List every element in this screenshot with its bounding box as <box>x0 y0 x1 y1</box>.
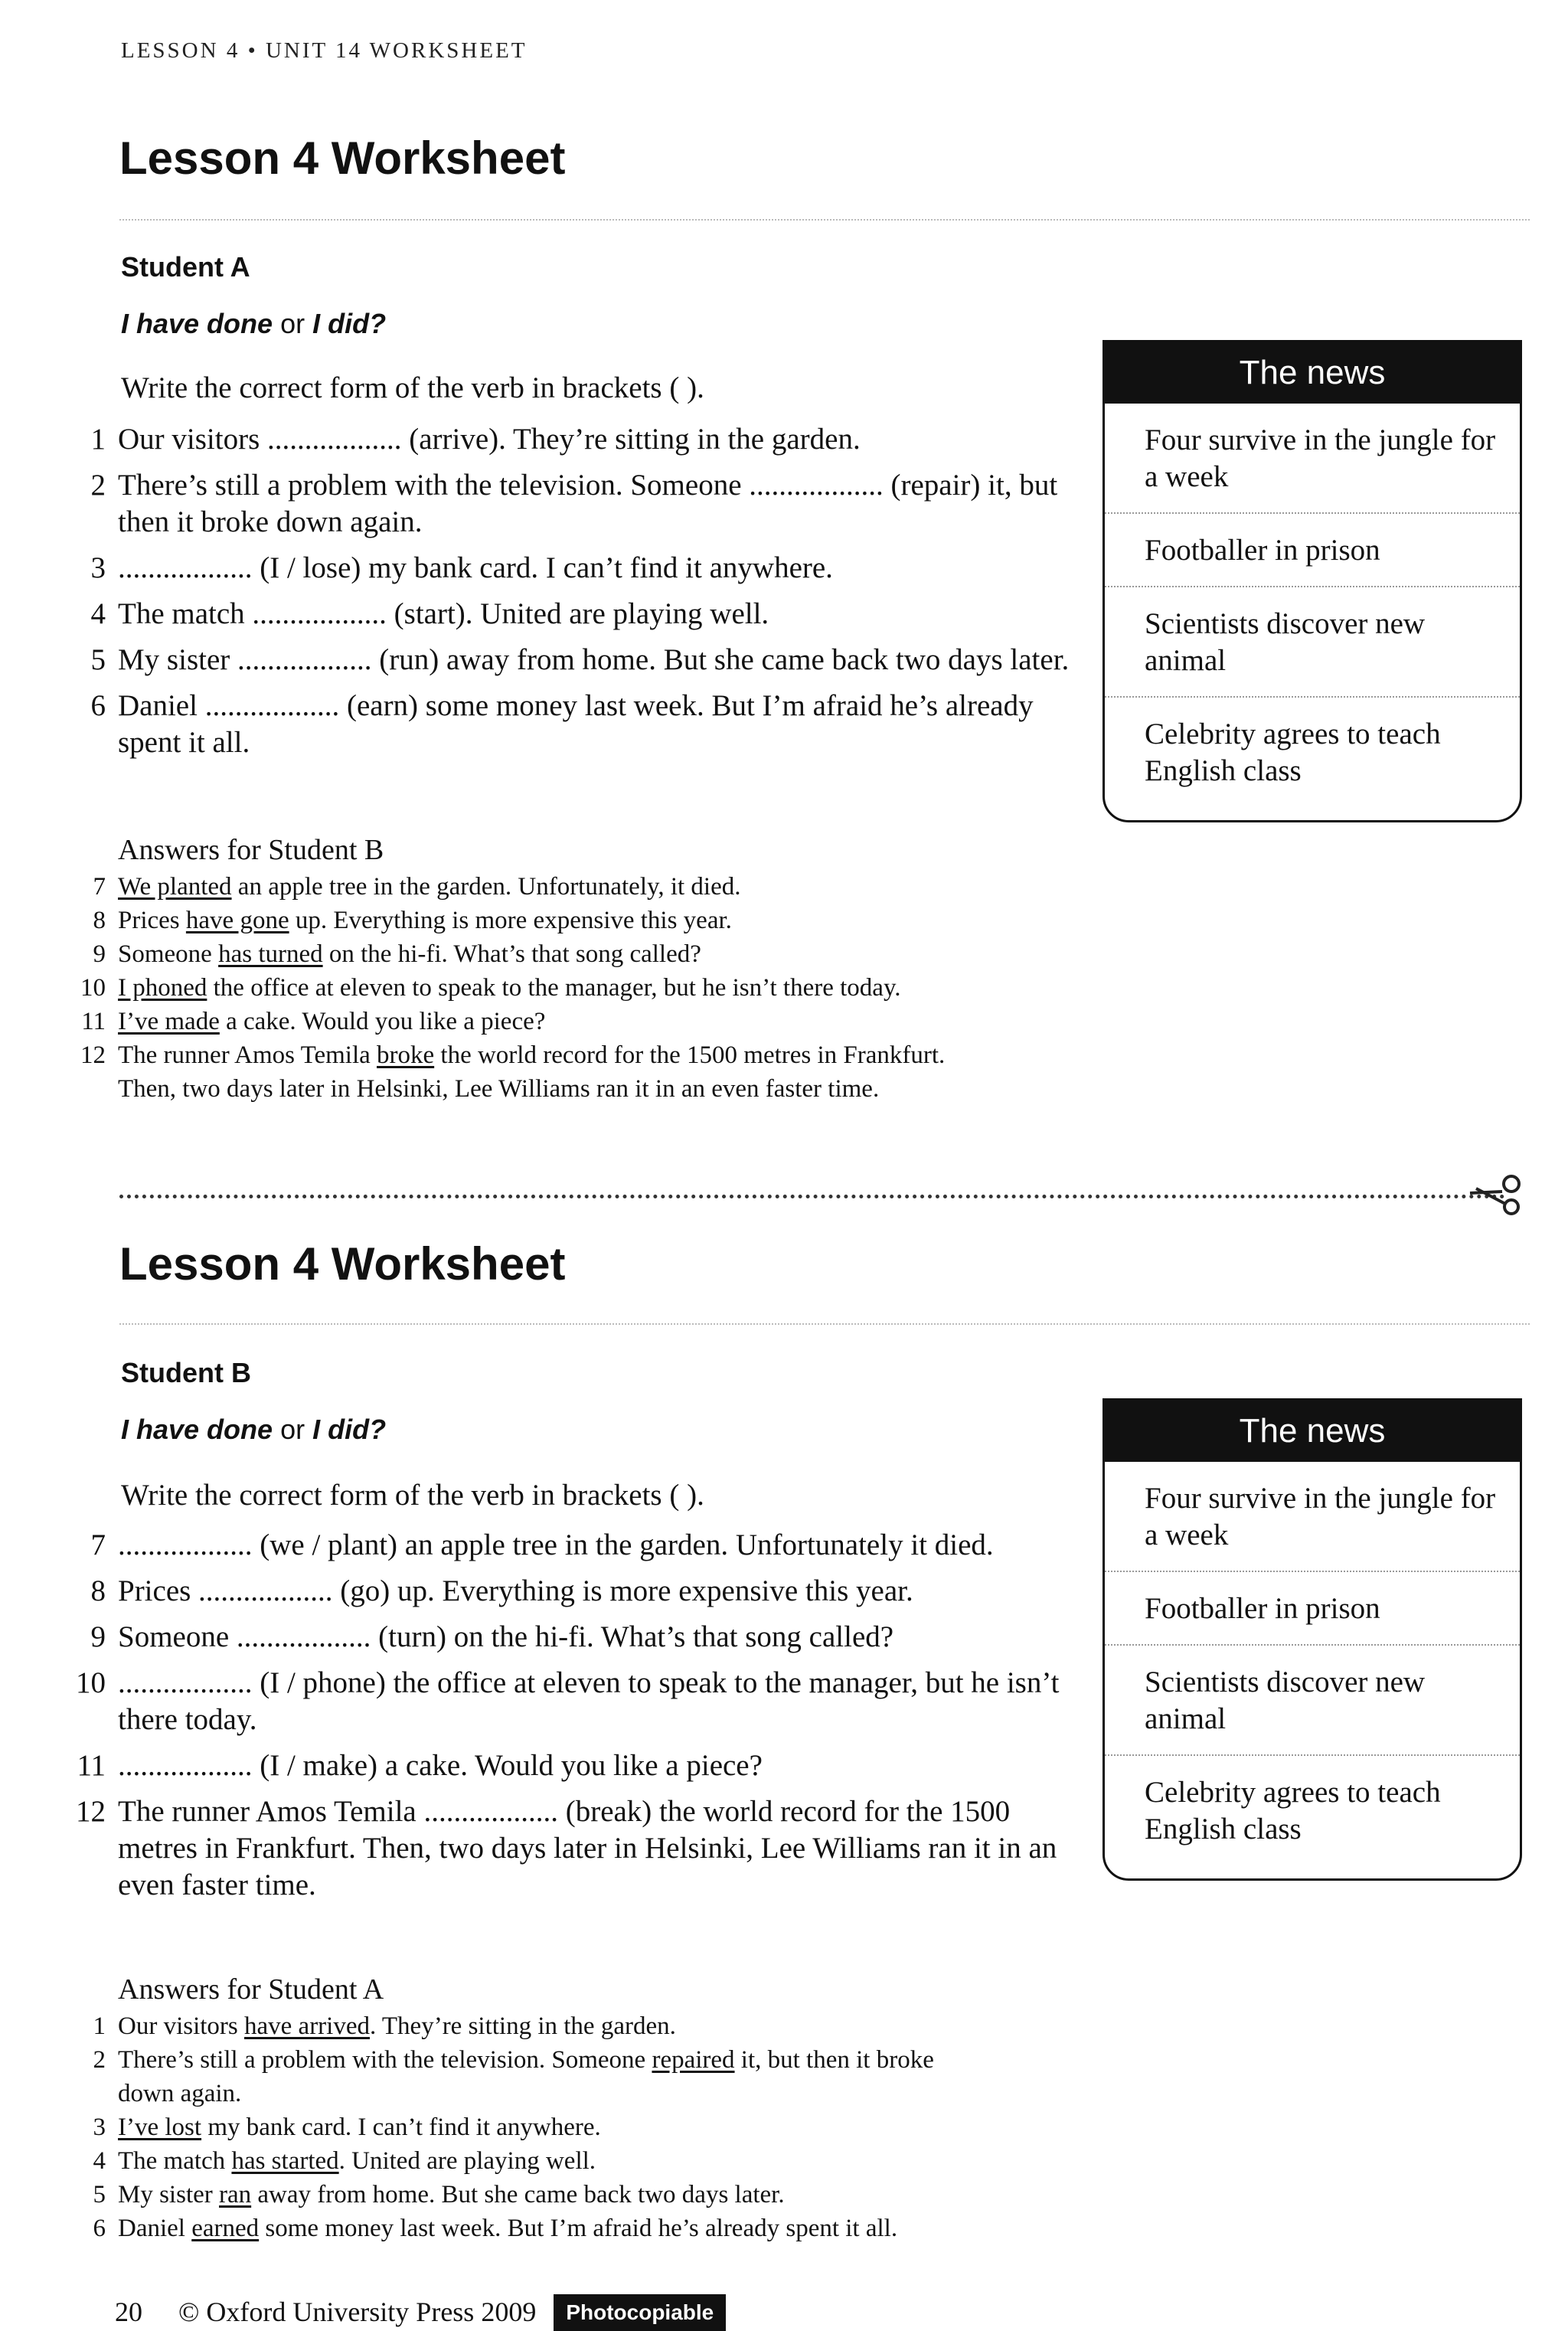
answers-heading: Answers for Student A <box>118 1973 384 2006</box>
question-item: 1 Our visitors .................. (arrive). They’re sitting in the garden. <box>90 423 861 456</box>
answer-item: 12 The runner Amos Temila broke the world record for the 1500 metres in Frankfurt. Then, two days later in Helsinki, Lee Williams ran it in an even faster time. <box>80 1041 946 1103</box>
answer-item: 10 I phoned the office at eleven to speak to the manager, but he isn’t there today. <box>80 974 901 1002</box>
answers-heading: Answers for Student B <box>118 834 384 866</box>
news-headline: Footballer in prison <box>1105 1572 1520 1646</box>
question-item: 10 .................. (I / phone) the office at eleven to speak to the manager, but he isn’t there today. <box>76 1666 1060 1736</box>
photocopiable-badge: Photocopiable <box>554 2294 726 2331</box>
question-item: 8 Prices .................. (go) up. Everything is more expensive this year. <box>90 1574 913 1607</box>
news-headline: Scientists discover new animal <box>1105 587 1520 698</box>
answer-item: 5 My sister ran away from home. But she came back two days later. <box>93 2181 785 2208</box>
instruction-b: Write the correct form of the verb in brackets ( ). <box>121 1479 704 1512</box>
answer-item: 1 Our visitors have arrived. They’re sitting in the garden. <box>93 2012 676 2040</box>
answer-item: 7 We planted an apple tree in the garden. Unfortunately, it died. <box>93 873 741 901</box>
running-head: LESSON 4 • UNIT 14 WORKSHEET <box>121 38 528 63</box>
answer-item: 9 Someone has turned on the hi-fi. What’s that song called? <box>93 940 701 968</box>
instruction-a: Write the correct form of the verb in brackets ( ). <box>121 371 704 404</box>
exercise-subtitle-a: I have done or I did? <box>121 308 387 339</box>
scissors-icon <box>1468 1170 1524 1216</box>
news-headline: Four survive in the jungle for a week <box>1105 404 1520 514</box>
question-item: 2 There’s still a problem with the television. Someone .................. (repair) it, but then it broke down again. <box>90 469 1058 538</box>
answer-list-a <box>0 1971 995 2245</box>
exercise-subtitle-b: I have done or I did? <box>121 1414 387 1445</box>
question-item: 12 The runner Amos Temila .................. (break) the world record for the 1500 metres in Frankfurt. Then, two days later in Helsinki, Lee Williams ran it in an even faster time. <box>76 1795 1057 1901</box>
question-item: 9 Someone .................. (turn) on the hi-fi. What’s that song called? <box>90 1620 894 1653</box>
news-box-heading: The news <box>1105 342 1520 404</box>
question-item: 11 .................. (I / make) a cake. Would you like a piece? <box>77 1749 763 1782</box>
answer-item: 6 Daniel earned some money last week. But I’m afraid he’s already spent it all. <box>93 2215 898 2242</box>
news-box-b <box>1102 1398 1522 1881</box>
worksheet-title-b: Lesson 4 Worksheet <box>119 1238 566 1290</box>
question-item: 7 .................. (we / plant) an apple tree in the garden. Unfortunately it died. <box>90 1528 994 1561</box>
student-label-b: Student B <box>121 1357 251 1388</box>
answer-item: 4 The match has started. United are playing well. <box>93 2147 596 2175</box>
worksheet-title-a: Lesson 4 Worksheet <box>119 132 566 184</box>
answer-item: 2 There’s still a problem with the television. Someone repaired it, but then it broke down again. <box>93 2046 934 2107</box>
answer-list-b <box>0 832 995 1106</box>
title-divider-a <box>119 219 1530 221</box>
question-item: 5 My sister .................. (run) away from home. But she came back two days later. <box>90 643 1070 676</box>
question-item: 4 The match .................. (start). United are playing well. <box>90 597 769 630</box>
page-number: 20 <box>115 2297 142 2327</box>
student-label-a: Student A <box>121 251 250 283</box>
answer-item: 8 Prices have gone up. Everything is more expensive this year. <box>93 907 732 934</box>
news-headline: Celebrity agrees to teach English class <box>1145 1776 1441 1846</box>
news-headline: Four survive in the jungle for a week <box>1105 1462 1520 1572</box>
answer-item: 11 I’ve made a cake. Would you like a piece? <box>81 1008 546 1035</box>
title-divider-b <box>119 1323 1530 1325</box>
question-list-a <box>0 421 1072 770</box>
news-headline: Scientists discover new animal <box>1105 1646 1520 1756</box>
page-footer <box>115 2294 726 2331</box>
answer-item: 3 I’ve lost my bank card. I can’t find it anywhere. <box>93 2114 601 2141</box>
news-headline: Footballer in prison <box>1105 514 1520 587</box>
copyright-text: © Oxford University Press 2009 <box>178 2297 537 2327</box>
cut-line <box>119 1195 1505 1198</box>
news-box-heading: The news <box>1105 1401 1520 1462</box>
news-headline: Celebrity agrees to teach English class <box>1145 718 1441 787</box>
question-item: 3 .................. (I / lose) my bank card. I can’t find it anywhere. <box>90 551 833 584</box>
question-item: 6 Daniel .................. (earn) some money last week. But I’m afraid he’s already spent it all. <box>90 689 1034 759</box>
question-list-b <box>0 1527 1072 1913</box>
news-box-a <box>1102 340 1522 822</box>
